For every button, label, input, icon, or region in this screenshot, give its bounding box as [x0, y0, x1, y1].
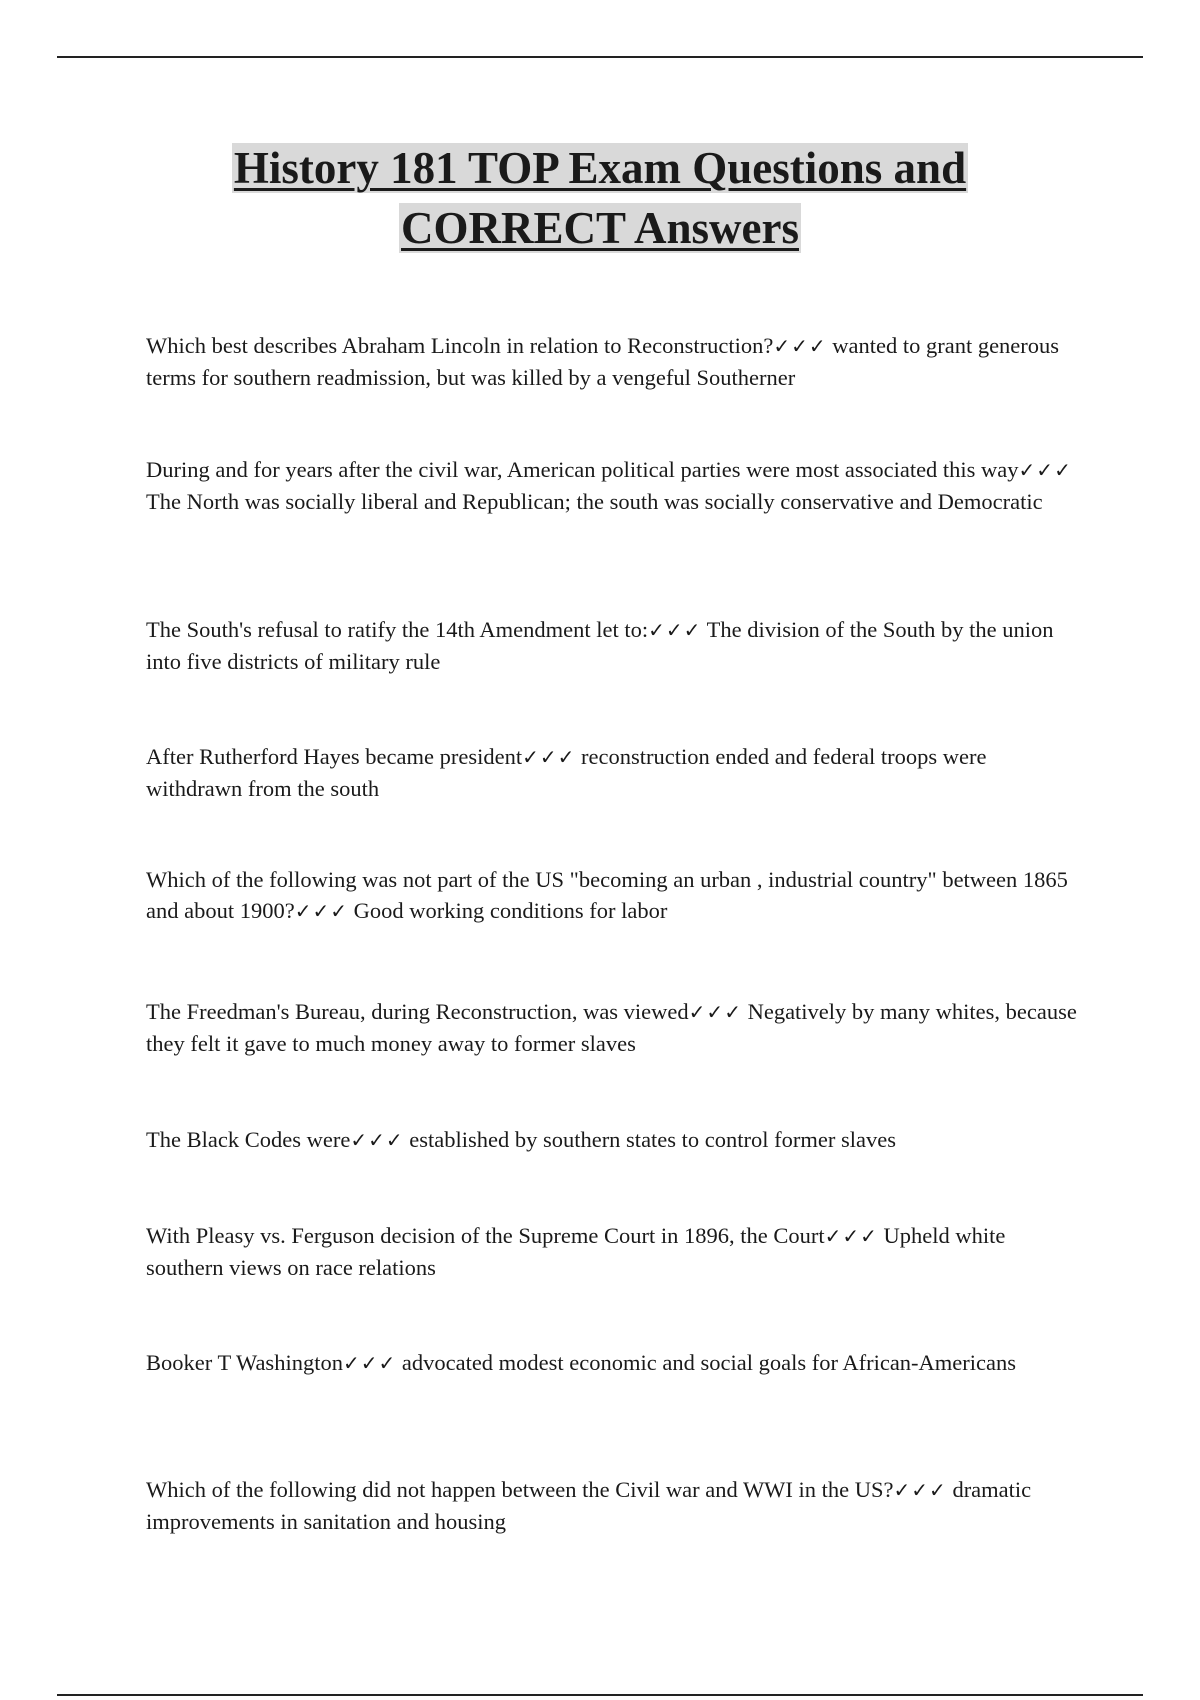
answer-text: The division of the South by the union into five districts of military rule [146, 617, 1054, 674]
qa-item-7 [146, 1124, 1086, 1156]
check-marks-icon: ✓✓✓ [893, 1478, 947, 1502]
question-text: During and for years after the civil war, American political parties were most associated this way [146, 457, 1019, 482]
check-marks-icon: ✓✓✓ [342, 1351, 397, 1375]
question-text: With Pleasy vs. Ferguson decision of the Supreme Court in 1896, the Court [146, 1223, 825, 1248]
answer-text: Good working conditions for labor [348, 898, 668, 923]
answer-text: advocated modest economic and social goals for African-Americans [396, 1350, 1017, 1375]
question-text: After Rutherford Hayes became president [146, 744, 523, 769]
check-marks-icon: ✓✓✓ [1018, 458, 1072, 482]
answer-text: Upheld white southern views on race relations [146, 1223, 1006, 1280]
question-text: Booker T Washington [146, 1350, 343, 1375]
qa-item-6 [146, 996, 1086, 1059]
answer-text: The North was socially liberal and Republican; the south was socially conservative and Democratic [146, 489, 1043, 514]
check-marks-icon: ✓✓✓ [294, 899, 348, 923]
document-title [100, 138, 1100, 258]
answer-text: established by southern states to control former slaves [403, 1127, 896, 1152]
qa-item-10 [146, 1474, 1086, 1537]
qa-item-8 [146, 1220, 1086, 1283]
qa-item-2 [146, 454, 1086, 517]
qa-item-4 [146, 741, 1086, 804]
check-marks-icon: ✓✓✓ [350, 1128, 404, 1152]
title-line-2: CORRECT Answers [401, 203, 799, 253]
question-text: The Black Codes were [146, 1127, 351, 1152]
answer-text: Negatively by many whites, because they felt it gave to much money away to former slaves [146, 999, 1077, 1056]
check-marks-icon: ✓✓✓ [773, 334, 827, 358]
answer-text: reconstruction ended and federal troops were withdrawn from the south [146, 744, 987, 801]
question-text: Which best describes Abraham Lincoln in relation to Reconstruction? [146, 333, 774, 358]
check-marks-icon: ✓✓✓ [688, 1000, 742, 1024]
qa-item-3 [146, 614, 1086, 677]
qa-item-9 [146, 1347, 1086, 1379]
title-line-1: History 181 TOP Exam Questions and [233, 143, 967, 193]
check-marks-icon: ✓✓✓ [648, 618, 702, 642]
check-marks-icon: ✓✓✓ [824, 1224, 878, 1248]
answer-text: dramatic improvements in sanitation and housing [146, 1477, 1032, 1534]
question-text: The South's refusal to ratify the 14th Amendment let to: [146, 617, 649, 642]
question-text: Which of the following did not happen between the Civil war and WWI in the US? [146, 1477, 894, 1502]
answer-text: wanted to grant generous terms for southern readmission, but was killed by a vengeful Southerner [146, 333, 1060, 390]
question-text: The Freedman's Bureau, during Reconstruction, was viewed [146, 999, 689, 1024]
top-rule [57, 56, 1143, 58]
bottom-rule [57, 1694, 1143, 1696]
question-text: Which of the following was not part of the US "becoming an urban , industrial country" between 1865 and about 1900? [146, 867, 1068, 923]
qa-item-5 [146, 864, 1086, 927]
check-marks-icon: ✓✓✓ [522, 745, 576, 769]
qa-item-1 [146, 330, 1086, 393]
